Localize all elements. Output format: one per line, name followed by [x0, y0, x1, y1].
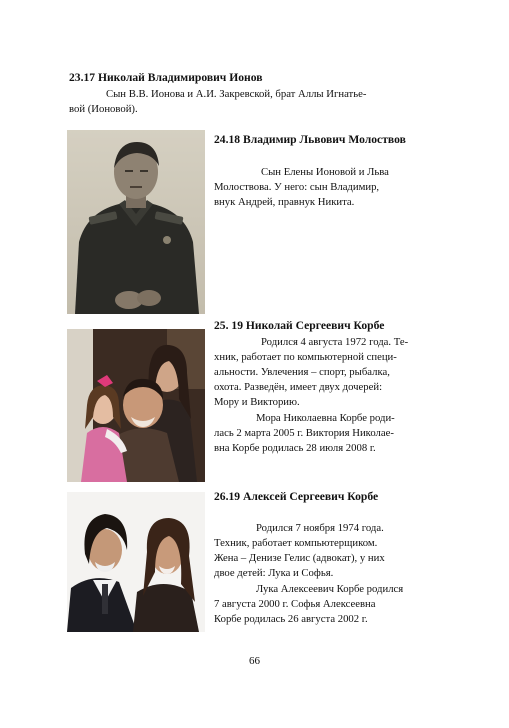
entry-text-line: Сын В.В. Ионова и А.И. Закревской, брат Аллы Игнатье-: [106, 88, 367, 100]
page-number: 66: [249, 655, 260, 667]
entry-text-line: внук Андрей, правнук Никита.: [214, 196, 355, 208]
entry-text-line: вой (Ионовой).: [69, 103, 138, 115]
entry-heading: 26.19 Алексей Сергеевич Корбе: [214, 490, 379, 503]
entry-text-line: охота. Разведён, имеет двух дочерей:: [214, 381, 383, 393]
entry-heading: 23.17 Николай Владимирович Ионов: [69, 71, 263, 84]
photo-couple: [67, 492, 205, 632]
entry-text-line: Мору и Викторию.: [214, 396, 300, 408]
entry-text-line: альности. Увлечения – спорт, рыбалка,: [214, 366, 390, 378]
entry-text-line: вна Корбе родилась 28 июля 2008 г.: [214, 442, 376, 454]
entry-heading: 24.18 Владимир Львович Молоствов: [214, 133, 406, 146]
entry-text-line: Мора Николаевна Корбе роди-: [256, 412, 395, 424]
entry-text-line: хник, работает по компьютерной специ-: [214, 351, 397, 363]
entry-text-line: 7 августа 2000 г. Софья Алексеевна: [214, 598, 376, 610]
photo-father-with-daughters: [67, 329, 205, 482]
entry-text-line: Родился 7 ноября 1974 года.: [256, 522, 384, 534]
entry-text-line: Родился 4 августа 1972 года. Те-: [261, 336, 409, 348]
entry-text-line: Техник, работает компьютерщиком.: [214, 537, 378, 549]
entry-heading: 25. 19 Николай Сергеевич Корбе: [214, 319, 385, 332]
entry-text-line: Молоствова. У него: сын Владимир,: [214, 181, 380, 193]
photo-man-military-uniform: [67, 130, 205, 314]
entry-text-line: Жена – Денизе Гелис (адвокат), у них: [214, 552, 385, 564]
entry-text-line: Лука Алексеевич Корбе родился: [256, 583, 404, 595]
entry-text-line: двое детей: Лука и Софья.: [214, 567, 334, 579]
entry-text-line: лась 2 марта 2005 г. Виктория Николае-: [214, 427, 394, 439]
entry-text-line: Сын Елены Ионовой и Льва: [261, 166, 389, 178]
entry-text-line: Корбе родилась 26 августа 2002 г.: [214, 613, 368, 625]
